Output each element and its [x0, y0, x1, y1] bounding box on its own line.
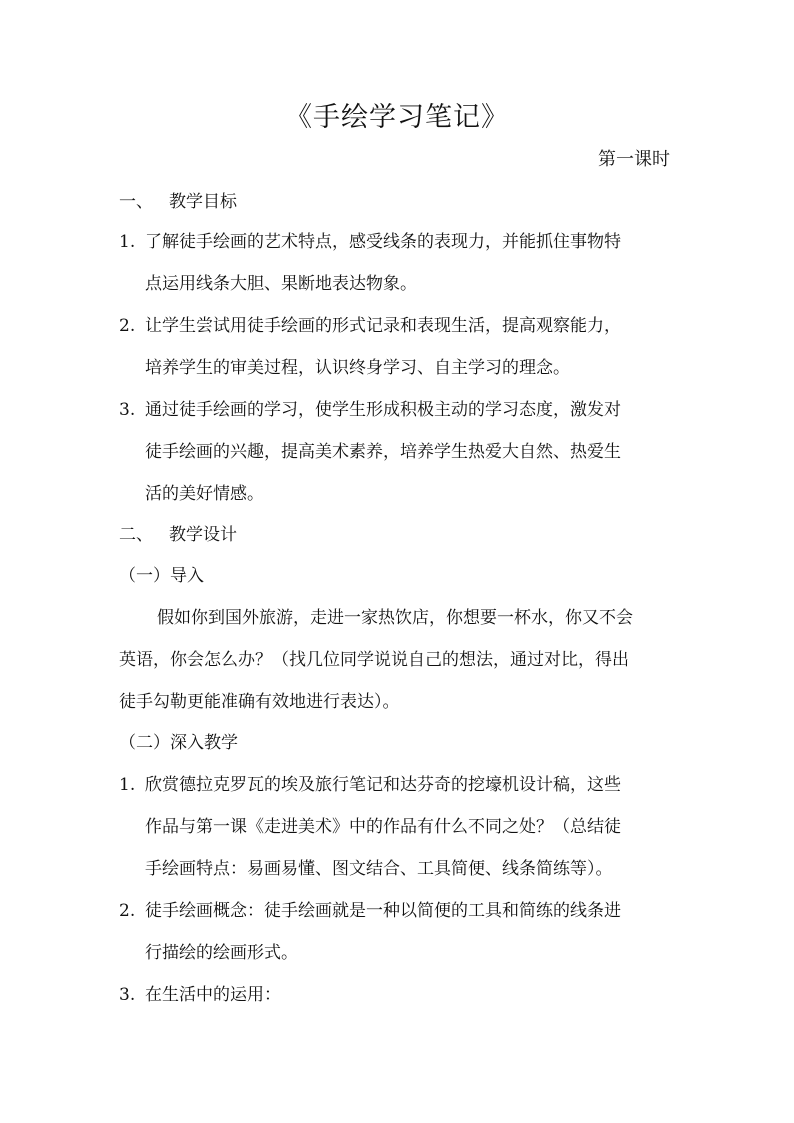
- list-item: [119, 312, 679, 340]
- lesson-label: 第一课时: [598, 149, 670, 170]
- list-text: 欣赏德拉克罗瓦的埃及旅行笔记和达芬奇的挖壕机设计稿，这些: [145, 775, 621, 795]
- list-text-continuation: 活的美好情感。: [145, 484, 264, 504]
- paragraph-line: 徒手勾勒更能准确有效地进行表达）。: [119, 692, 400, 712]
- list-text: 了解徒手绘画的艺术特点，感受线条的表现力，并能抓住事物特: [145, 232, 621, 252]
- list-item: [119, 897, 679, 925]
- list-text-continuation: 徒手绘画的兴趣，提高美术素养，培养学生热爱大自然、热爱生: [145, 442, 621, 462]
- subsection-title: （二）深入教学: [119, 733, 238, 753]
- list-number: 3.: [119, 400, 136, 420]
- list-text: 通过徒手绘画的学习，使学生形成积极主动的学习态度，激发对: [145, 400, 621, 420]
- list-number: 3.: [119, 985, 136, 1005]
- section-marker: 二、: [119, 525, 153, 545]
- paragraph-line: 假如你到国外旅游，走进一家热饮店，你想要一杯水，你又不会: [157, 608, 633, 628]
- list-item: [119, 396, 679, 424]
- subsection-title: （一）导入: [119, 566, 204, 586]
- section-title: 教学目标: [169, 192, 237, 212]
- section-marker: 一、: [119, 192, 153, 212]
- list-number: 1.: [119, 775, 136, 795]
- list-item: [119, 771, 679, 799]
- list-item: [119, 981, 679, 1009]
- list-number: 2.: [119, 901, 136, 921]
- section-heading: [119, 188, 679, 216]
- list-number: 2.: [119, 316, 136, 336]
- document-title: 《手绘学习笔记》: [285, 102, 509, 133]
- list-text-continuation: 培养学生的审美过程，认识终身学习、自主学习的理念。: [145, 358, 570, 378]
- list-text: 在生活中的运用：: [145, 985, 281, 1005]
- section-heading: [119, 521, 679, 549]
- list-number: 1.: [119, 232, 136, 252]
- list-item: [119, 228, 679, 256]
- list-text-continuation: 作品与第一课《走进美术》中的作品有什么不同之处？（总结徒: [145, 817, 621, 837]
- paragraph-line: 英语，你会怎么办？（找几位同学说说自己的想法，通过对比，得出: [119, 650, 629, 670]
- list-text-continuation: 点运用线条大胆、果断地表达物象。: [145, 274, 417, 294]
- list-text: 徒手绘画概念：徒手绘画就是一种以简便的工具和简练的线条进: [145, 901, 621, 921]
- list-text-continuation: 手绘画特点：易画易懂、图文结合、工具简便、线条简练等）。: [145, 859, 613, 879]
- section-title: 教学设计: [169, 525, 237, 545]
- list-text-continuation: 行描绘的绘画形式。: [145, 943, 298, 963]
- list-text: 让学生尝试用徒手绘画的形式记录和表现生活，提高观察能力，: [145, 316, 621, 336]
